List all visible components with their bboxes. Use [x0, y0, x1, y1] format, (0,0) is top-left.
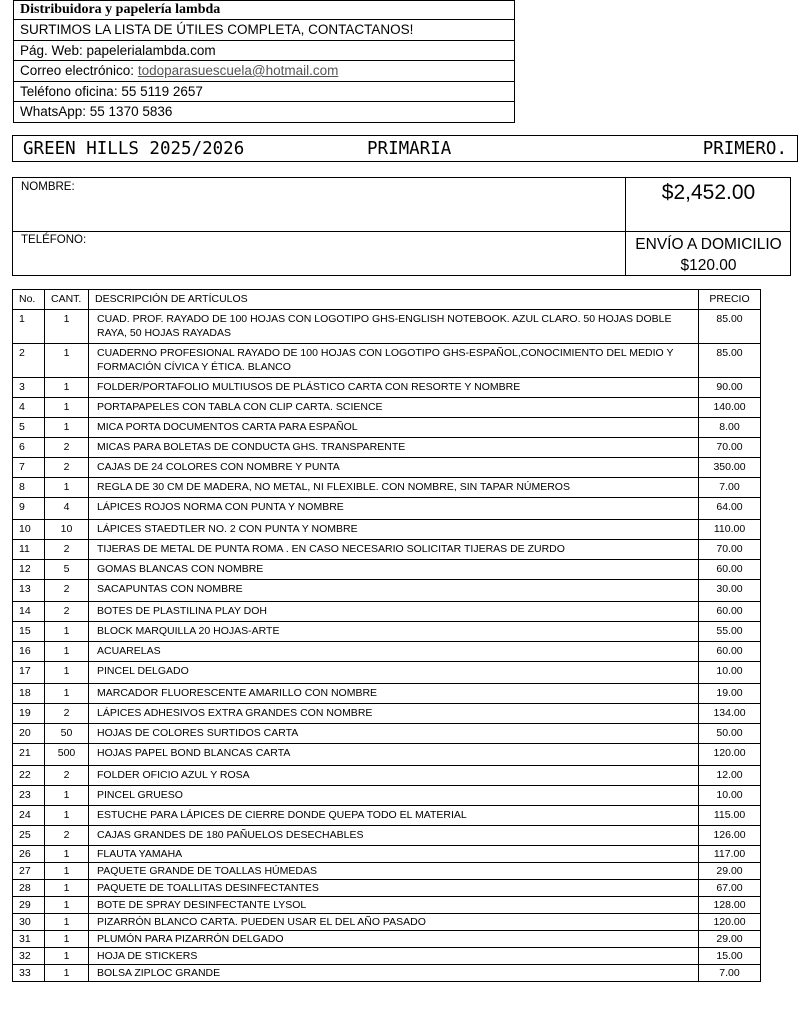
- item-quantity: 2: [45, 438, 89, 458]
- item-number: 22: [13, 766, 45, 786]
- item-quantity: 2: [45, 458, 89, 478]
- item-description: CUAD. PROF. RAYADO DE 100 HOJAS CON LOGOTIPO GHS-ENGLISH NOTEBOOK. AZUL CLARO. 50 HOJAS DOBLE RAYA, 50 HOJAS RAYADAS: [89, 310, 699, 344]
- item-number: 10: [13, 520, 45, 540]
- table-row: [13, 931, 761, 948]
- table-row: [13, 580, 761, 602]
- item-description: PAQUETE DE TOALLITAS DESINFECTANTES: [89, 880, 699, 897]
- table-row: [13, 478, 761, 498]
- table-row: [13, 418, 761, 438]
- item-number: 1: [13, 310, 45, 344]
- header-precio: PRECIO: [699, 290, 761, 310]
- item-number: 7: [13, 458, 45, 478]
- item-number: 11: [13, 540, 45, 560]
- item-quantity: 1: [45, 642, 89, 662]
- table-row: [13, 724, 761, 744]
- item-quantity: 1: [45, 662, 89, 684]
- item-number: 32: [13, 948, 45, 965]
- table-row: [13, 438, 761, 458]
- item-quantity: 2: [45, 704, 89, 724]
- item-number: 26: [13, 846, 45, 863]
- item-quantity: 1: [45, 897, 89, 914]
- item-price: 7.00: [699, 965, 761, 982]
- item-number: 24: [13, 806, 45, 826]
- item-number: 6: [13, 438, 45, 458]
- table-row: [13, 622, 761, 642]
- item-price: 15.00: [699, 948, 761, 965]
- table-row: [13, 560, 761, 580]
- item-price: 60.00: [699, 560, 761, 580]
- item-number: 25: [13, 826, 45, 846]
- item-quantity: 4: [45, 498, 89, 520]
- item-price: 134.00: [699, 704, 761, 724]
- table-row: [13, 498, 761, 520]
- item-quantity: 1: [45, 931, 89, 948]
- header-desc: DESCRIPCIÓN DE ARTÍCULOS: [89, 290, 699, 310]
- table-row: [13, 642, 761, 662]
- table-row: [13, 965, 761, 982]
- item-number: 15: [13, 622, 45, 642]
- table-row: [13, 897, 761, 914]
- item-price: 85.00: [699, 344, 761, 378]
- item-price: 64.00: [699, 498, 761, 520]
- item-price: 29.00: [699, 863, 761, 880]
- item-description: PINCEL DELGADO: [89, 662, 699, 684]
- total-price: $2,452.00: [661, 181, 756, 204]
- email-link[interactable]: todoparasuescuela@hotmail.com: [137, 63, 339, 78]
- table-row: [13, 398, 761, 418]
- item-price: 85.00: [699, 310, 761, 344]
- table-row: [13, 826, 761, 846]
- grade: PRIMERO.: [702, 139, 787, 159]
- office-phone: Teléfono oficina: 55 5119 2657: [14, 82, 514, 103]
- item-description: PINCEL GRUESO: [89, 786, 699, 806]
- name-label: NOMBRE:: [21, 181, 75, 193]
- item-price: 12.00: [699, 766, 761, 786]
- item-quantity: 2: [45, 540, 89, 560]
- item-quantity: 1: [45, 880, 89, 897]
- item-number: 21: [13, 744, 45, 766]
- divider: [13, 231, 790, 232]
- table-row: [13, 520, 761, 540]
- item-quantity: 10: [45, 520, 89, 540]
- item-description: MICAS PARA BOLETAS DE CONDUCTA GHS. TRANSPARENTE: [89, 438, 699, 458]
- item-description: PLUMÓN PARA PIZARRÓN DELGADO: [89, 931, 699, 948]
- item-price: 117.00: [699, 846, 761, 863]
- item-number: 27: [13, 863, 45, 880]
- item-number: 12: [13, 560, 45, 580]
- item-quantity: 1: [45, 344, 89, 378]
- item-quantity: 1: [45, 310, 89, 344]
- table-row: [13, 786, 761, 806]
- item-price: 350.00: [699, 458, 761, 478]
- item-quantity: 2: [45, 766, 89, 786]
- item-price: 140.00: [699, 398, 761, 418]
- header-cant: CANT.: [45, 290, 89, 310]
- item-description: BLOCK MARQUILLA 20 HOJAS-ARTE: [89, 622, 699, 642]
- item-number: 19: [13, 704, 45, 724]
- item-price: 120.00: [699, 744, 761, 766]
- item-quantity: 1: [45, 378, 89, 398]
- item-price: 55.00: [699, 622, 761, 642]
- item-price: 29.00: [699, 931, 761, 948]
- item-price: 50.00: [699, 724, 761, 744]
- item-price: 10.00: [699, 786, 761, 806]
- item-quantity: 1: [45, 622, 89, 642]
- item-price: 67.00: [699, 880, 761, 897]
- item-description: LÁPICES STAEDTLER NO. 2 CON PUNTA Y NOMBRE: [89, 520, 699, 540]
- item-quantity: 1: [45, 398, 89, 418]
- item-number: 17: [13, 662, 45, 684]
- item-description: HOJAS PAPEL BOND BLANCAS CARTA: [89, 744, 699, 766]
- item-number: 30: [13, 914, 45, 931]
- item-quantity: 5: [45, 560, 89, 580]
- item-number: 5: [13, 418, 45, 438]
- item-description: CUADERNO PROFESIONAL RAYADO DE 100 HOJAS CON LOGOTIPO GHS-ESPAÑOL,CONOCIMIENTO DEL MEDIO Y FORMACIÓN CÍVICA Y ÉTICA. BLANCO: [89, 344, 699, 378]
- item-price: 110.00: [699, 520, 761, 540]
- item-price: 120.00: [699, 914, 761, 931]
- item-quantity: 1: [45, 806, 89, 826]
- item-quantity: 500: [45, 744, 89, 766]
- item-price: 128.00: [699, 897, 761, 914]
- item-number: 13: [13, 580, 45, 602]
- item-price: 30.00: [699, 580, 761, 602]
- table-row: [13, 846, 761, 863]
- item-description: CAJAS GRANDES DE 180 PAÑUELOS DESECHABLES: [89, 826, 699, 846]
- table-row: [13, 863, 761, 880]
- item-description: TIJERAS DE METAL DE PUNTA ROMA . EN CASO NECESARIO SOLICITAR TIJERAS DE ZURDO: [89, 540, 699, 560]
- table-row: [13, 914, 761, 931]
- table-row: [13, 662, 761, 684]
- item-number: 3: [13, 378, 45, 398]
- item-description: GOMAS BLANCAS CON NOMBRE: [89, 560, 699, 580]
- email-label: Correo electrónico:: [20, 63, 138, 78]
- item-quantity: 2: [45, 826, 89, 846]
- item-number: 16: [13, 642, 45, 662]
- table-row: [13, 766, 761, 786]
- item-price: 70.00: [699, 438, 761, 458]
- school-year: GREEN HILLS 2025/2026: [23, 139, 245, 159]
- item-description: FLAUTA YAMAHA: [89, 846, 699, 863]
- item-description: MICA PORTA DOCUMENTOS CARTA PARA ESPAÑOL: [89, 418, 699, 438]
- items-table: [12, 289, 761, 982]
- item-description: PORTAPAPELES CON TABLA CON CLIP CARTA. SCIENCE: [89, 398, 699, 418]
- item-quantity: 50: [45, 724, 89, 744]
- website: Pág. Web: papelerialambda.com: [14, 41, 514, 62]
- item-description: BOTES DE PLASTILINA PLAY DOH: [89, 602, 699, 622]
- table-row: [13, 704, 761, 724]
- item-number: 18: [13, 684, 45, 704]
- table-row: [13, 310, 761, 344]
- item-description: SACAPUNTAS CON NOMBRE: [89, 580, 699, 602]
- item-price: 90.00: [699, 378, 761, 398]
- shipping-info: [626, 234, 791, 276]
- item-quantity: 1: [45, 914, 89, 931]
- item-number: 20: [13, 724, 45, 744]
- item-quantity: 1: [45, 418, 89, 438]
- item-number: 29: [13, 897, 45, 914]
- item-quantity: 1: [45, 948, 89, 965]
- list-title-bar: [12, 135, 798, 162]
- item-price: 10.00: [699, 662, 761, 684]
- item-quantity: 1: [45, 684, 89, 704]
- table-row: [13, 458, 761, 478]
- customer-box: [12, 177, 791, 276]
- item-number: 28: [13, 880, 45, 897]
- item-description: BOTE DE SPRAY DESINFECTANTE LYSOL: [89, 897, 699, 914]
- school-level: PRIMARIA: [367, 139, 452, 159]
- item-number: 8: [13, 478, 45, 498]
- item-number: 14: [13, 602, 45, 622]
- item-description: PAQUETE GRANDE DE TOALLAS HÚMEDAS: [89, 863, 699, 880]
- table-row: [13, 344, 761, 378]
- item-description: FOLDER/PORTAFOLIO MULTIUSOS DE PLÁSTICO CARTA CON RESORTE Y NOMBRE: [89, 378, 699, 398]
- item-description: FOLDER OFICIO AZUL Y ROSA: [89, 766, 699, 786]
- item-description: PIZARRÓN BLANCO CARTA. PUEDEN USAR EL DEL AÑO PASADO: [89, 914, 699, 931]
- item-price: 126.00: [699, 826, 761, 846]
- phone-label: TELÉFONO:: [21, 234, 87, 246]
- whatsapp: WhatsApp: 55 1370 5836: [20, 104, 173, 119]
- item-number: 33: [13, 965, 45, 982]
- table-row: [13, 602, 761, 622]
- table-row: [13, 378, 761, 398]
- item-quantity: 2: [45, 580, 89, 602]
- table-row: [13, 948, 761, 965]
- item-price: 19.00: [699, 684, 761, 704]
- item-price: 8.00: [699, 418, 761, 438]
- item-price: 70.00: [699, 540, 761, 560]
- item-number: 9: [13, 498, 45, 520]
- item-price: 60.00: [699, 642, 761, 662]
- business-name: Distribuidora y papelería lambda: [14, 1, 514, 20]
- item-description: CAJAS DE 24 COLORES CON NOMBRE Y PUNTA: [89, 458, 699, 478]
- item-price: 60.00: [699, 602, 761, 622]
- item-price: 115.00: [699, 806, 761, 826]
- item-price: 7.00: [699, 478, 761, 498]
- table-row: [13, 684, 761, 704]
- item-quantity: 1: [45, 786, 89, 806]
- item-description: LÁPICES ADHESIVOS EXTRA GRANDES CON NOMBRE: [89, 704, 699, 724]
- email-row: [14, 61, 514, 82]
- header-no: No.: [13, 290, 45, 310]
- item-number: 31: [13, 931, 45, 948]
- item-description: ACUARELAS: [89, 642, 699, 662]
- table-row: [13, 744, 761, 766]
- item-description: HOJA DE STICKERS: [89, 948, 699, 965]
- item-number: 23: [13, 786, 45, 806]
- store-info-box: [13, 0, 515, 123]
- item-quantity: 2: [45, 602, 89, 622]
- table-row: [13, 880, 761, 897]
- tagline: SURTIMOS LA LISTA DE ÚTILES COMPLETA, CONTACTANOS!: [14, 20, 514, 41]
- item-description: HOJAS DE COLORES SURTIDOS CARTA: [89, 724, 699, 744]
- item-description: LÁPICES ROJOS NORMA CON PUNTA Y NOMBRE: [89, 498, 699, 520]
- item-description: REGLA DE 30 CM DE MADERA, NO METAL, NI FLEXIBLE. CON NOMBRE, SIN TAPAR NÚMEROS: [89, 478, 699, 498]
- item-description: BOLSA ZIPLOC GRANDE: [89, 965, 699, 982]
- item-number: 4: [13, 398, 45, 418]
- table-header-row: [13, 290, 761, 310]
- shipping-label: ENVÍO A DOMICILIO: [635, 236, 782, 253]
- table-row: [13, 806, 761, 826]
- item-number: 2: [13, 344, 45, 378]
- item-quantity: 1: [45, 863, 89, 880]
- table-row: [13, 540, 761, 560]
- item-quantity: 1: [45, 478, 89, 498]
- item-quantity: 1: [45, 965, 89, 982]
- shipping-price: $120.00: [680, 257, 737, 274]
- item-description: ESTUCHE PARA LÁPICES DE CIERRE DONDE QUEPA TODO EL MATERIAL: [89, 806, 699, 826]
- item-description: MARCADOR FLUORESCENTE AMARILLO CON NOMBRE: [89, 684, 699, 704]
- item-quantity: 1: [45, 846, 89, 863]
